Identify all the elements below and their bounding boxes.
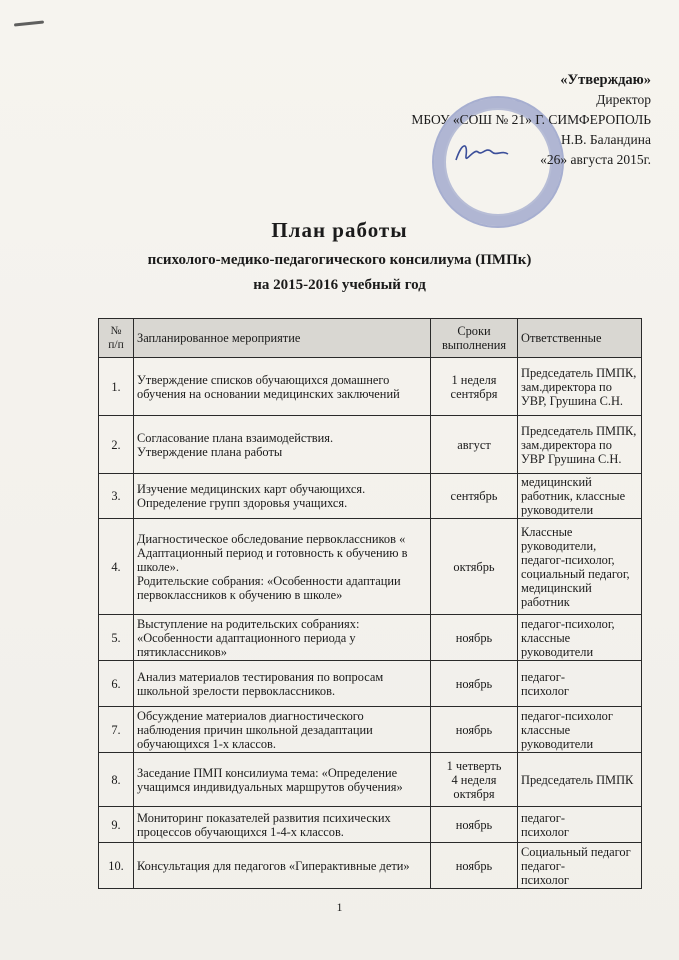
table-row xyxy=(99,615,642,661)
row-date: ноябрь xyxy=(431,843,518,889)
approval-position: Директор xyxy=(596,92,651,107)
row-responsible: педагог-психолог классные руководители xyxy=(518,707,642,753)
row-date: 1 четверть 4 неделя октября xyxy=(431,753,518,807)
row-event: Изучение медицинских карт обучающихся. Определение групп здоровья учащихся. xyxy=(134,474,431,519)
row-date: ноябрь xyxy=(431,807,518,843)
table-header-row xyxy=(99,319,642,358)
table-row xyxy=(99,358,642,416)
table-row xyxy=(99,519,642,615)
row-responsible: Классные руководители, педагог-психолог, социальный педагог, медицинский работник xyxy=(518,519,642,615)
header-event: Запланированное мероприятие xyxy=(134,319,431,358)
row-date: ноябрь xyxy=(431,615,518,661)
row-date: август xyxy=(431,416,518,474)
approval-title: «Утверждаю» xyxy=(560,72,651,88)
row-date: ноябрь xyxy=(431,707,518,753)
row-number: 8. xyxy=(99,753,134,807)
table-row xyxy=(99,661,642,707)
row-number: 2. xyxy=(99,416,134,474)
row-event: Согласование плана взаимодействия. Утверждение плана работы xyxy=(134,416,431,474)
row-responsible: Председатель ПМПК, зам.директора по УВР, Грушина С.Н. xyxy=(518,358,642,416)
scan-mark xyxy=(14,20,44,26)
table-row xyxy=(99,474,642,519)
row-date: 1 неделя сентября xyxy=(431,358,518,416)
page-number: 1 xyxy=(336,900,343,914)
table-row xyxy=(99,707,642,753)
row-event: Мониторинг показателей развития психических процессов обучающихся 1-4-х классов. xyxy=(134,807,431,843)
table-row xyxy=(99,807,642,843)
plan-table xyxy=(98,318,642,889)
approval-block xyxy=(411,70,651,170)
approval-school: МБОУ «СОШ № 21» Г. СИМФЕРОПОЛЬ xyxy=(411,112,651,127)
row-date: октябрь xyxy=(431,519,518,615)
row-number: 10. xyxy=(99,843,134,889)
row-date: сентябрь xyxy=(431,474,518,519)
row-responsible: медицинский работник, классные руководители xyxy=(518,474,642,519)
row-number: 4. xyxy=(99,519,134,615)
row-number: 7. xyxy=(99,707,134,753)
row-event: Выступление на родительских собраниях: «Особенности адаптационного периода у пятиклассников» xyxy=(134,615,431,661)
academic-year: на 2015-2016 учебный год xyxy=(253,277,426,293)
row-responsible: педагог- психолог xyxy=(518,807,642,843)
approval-director: Н.В. Баландина xyxy=(560,132,651,147)
row-responsible: педагог-психолог, классные руководители xyxy=(518,615,642,661)
row-date: ноябрь xyxy=(431,661,518,707)
table-row xyxy=(99,753,642,807)
row-number: 9. xyxy=(99,807,134,843)
header-number: № п/п xyxy=(99,319,134,358)
row-responsible: Председатель ПМПК xyxy=(518,753,642,807)
row-event: Утверждение списков обучающихся домашнего обучения на основании медицинских заключений xyxy=(134,358,431,416)
document-title: План работы xyxy=(271,218,408,242)
row-number: 6. xyxy=(99,661,134,707)
row-number: 5. xyxy=(99,615,134,661)
row-event: Диагностическое обследование первоклассников « Адаптационный период и готовность к обучению в школе». Родительские собрания: «Особенности адаптации первоклассников к обучению в школе» xyxy=(134,519,431,615)
document-subtitle: психолого-медико-педагогического консилиума (ПМПк) xyxy=(147,252,532,268)
row-event: Обсуждение материалов диагностического наблюдения причин школьной дезадаптации обучающихся 1-х классов. xyxy=(134,707,431,753)
row-event: Заседание ПМП консилиума тема: «Определение учащимся индивидуальных маршрутов обучения» xyxy=(134,753,431,807)
row-number: 1. xyxy=(99,358,134,416)
row-responsible: Председатель ПМПК, зам.директора по УВР Грушина С.Н. xyxy=(518,416,642,474)
table-row xyxy=(99,416,642,474)
row-event: Консультация для педагогов «Гиперактивные дети» xyxy=(134,843,431,889)
row-responsible: Социальный педагог педагог- психолог xyxy=(518,843,642,889)
row-number: 3. xyxy=(99,474,134,519)
approval-date: «26» августа 2015г. xyxy=(540,152,651,167)
header-date: Сроки выполнения xyxy=(431,319,518,358)
header-responsible: Ответственные xyxy=(518,319,642,358)
table-row xyxy=(99,843,642,889)
row-event: Анализ материалов тестирования по вопросам школьной зрелости первоклассников. xyxy=(134,661,431,707)
row-responsible: педагог- психолог xyxy=(518,661,642,707)
